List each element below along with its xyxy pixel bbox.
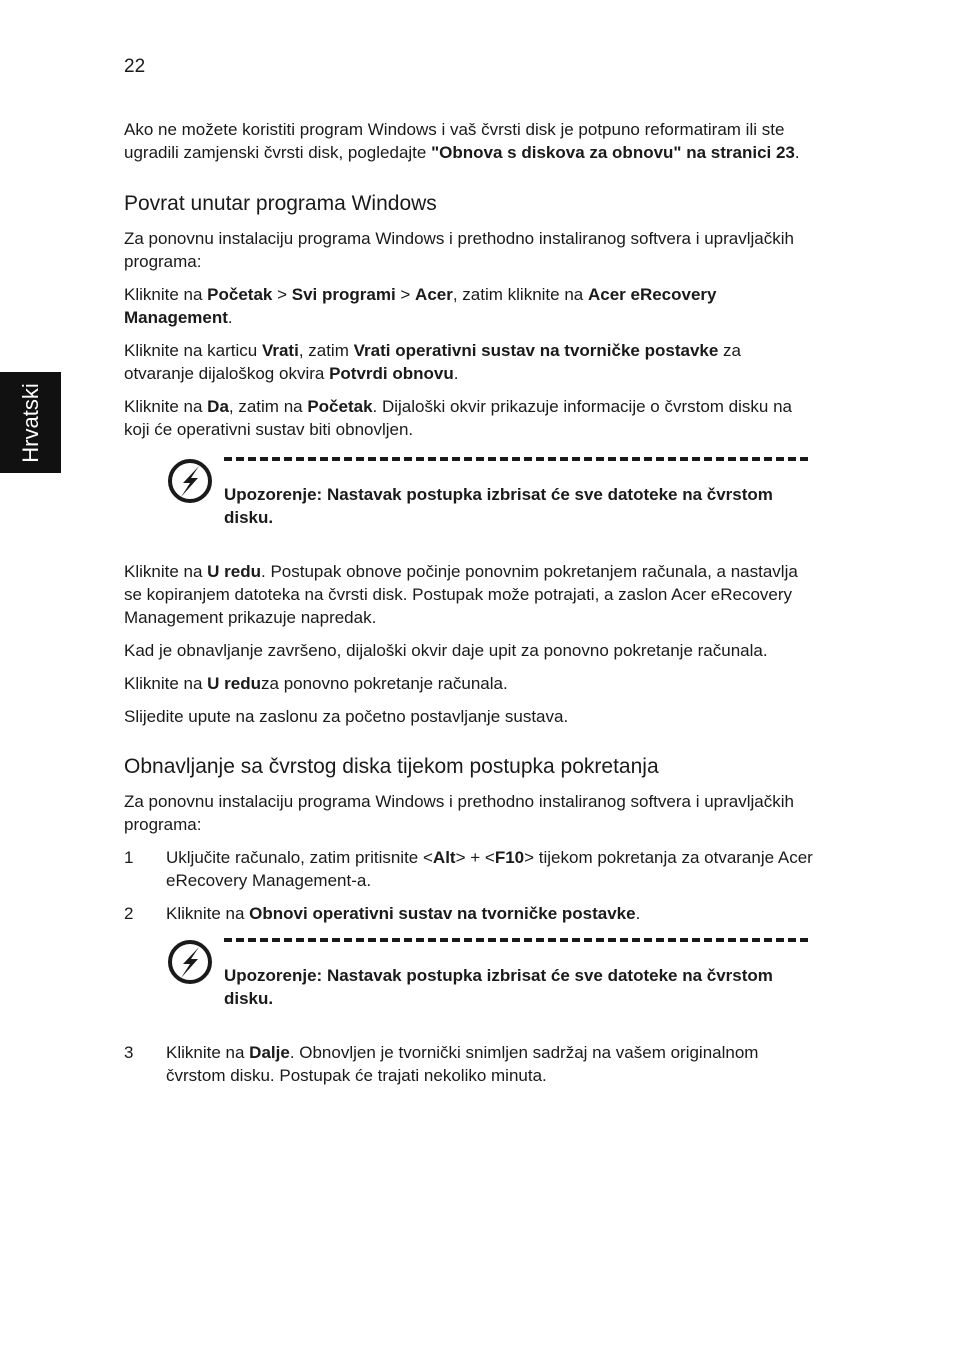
page-content xyxy=(124,118,814,1087)
list-item xyxy=(124,1041,814,1087)
bold-text: Obnovi operativni sustav na tvorničke postavke xyxy=(249,904,636,923)
text: Kliknite na xyxy=(124,397,208,416)
text: . xyxy=(227,308,233,327)
text: . xyxy=(635,904,641,923)
warning-box xyxy=(166,457,814,529)
text: Ako ne možete koristiti program Windows i vaš čvrsti disk je potpuno reformatiram ili ste ugradili zamjenski čvrsti disk, pogledajte xyxy=(124,120,785,162)
cross-reference: "Obnova s diskova za obnovu" na stranici 23 xyxy=(431,143,795,162)
text: Kliknite na xyxy=(124,285,208,304)
warning-box xyxy=(166,938,814,1010)
paragraph: Za ponovnu instalaciju programa Windows i prethodno instaliranog softvera i upravljačkih programa: xyxy=(124,229,794,271)
page-number: 22 xyxy=(124,56,146,77)
intro-paragraph xyxy=(124,118,814,164)
key-name: Alt xyxy=(432,848,456,867)
bold-text: Početak xyxy=(307,397,373,416)
bold-text: Da xyxy=(207,397,229,416)
step-number: 2 xyxy=(124,904,134,923)
bold-text: Dalje xyxy=(249,1043,290,1062)
text: za otvaranje dijaloškog okvira xyxy=(124,341,741,383)
step-number: 3 xyxy=(124,1043,134,1062)
bold-text: Acer eRecovery Management xyxy=(124,285,717,327)
list-item xyxy=(124,846,814,892)
bold-text: Vrati xyxy=(261,341,299,360)
text: , zatim na xyxy=(228,397,308,416)
text: . Dijaloški okvir prikazuje informacije o čvrstom disku na koji će operativni sustav biti obnovljen. xyxy=(124,397,793,439)
text: , zatim kliknite na xyxy=(452,285,588,304)
bold-text: U redu xyxy=(207,562,262,581)
text: , zatim xyxy=(298,341,354,360)
bold-text: Početak xyxy=(207,285,273,304)
text: . Postupak obnove počinje ponovnim pokretanjem računala, a nastavlja se kopiranjem datoteka na čvrsti disk. Postupak može potrajati, a zaslon Acer eRecovery Management prikazuje napredak. xyxy=(124,562,798,627)
text: . xyxy=(794,143,800,162)
paragraph xyxy=(124,672,814,695)
text: . xyxy=(453,364,459,383)
key-name: F10 xyxy=(494,848,525,867)
warning-text: Upozorenje: Nastavak postupka izbrisat će sve datoteke na čvrstom disku. xyxy=(224,485,773,527)
bold-text: Potvrdi obnovu xyxy=(329,364,454,383)
text: Kliknite na xyxy=(124,562,208,581)
warning-lightning-icon xyxy=(166,457,214,505)
bold-text: Acer xyxy=(415,285,453,304)
text: > + < xyxy=(455,848,495,867)
bold-text: Svi programi xyxy=(291,285,396,304)
paragraph xyxy=(124,283,814,329)
paragraph xyxy=(124,339,814,385)
section-heading: Obnavljanje sa čvrstog diska tijekom postupka pokretanja xyxy=(124,755,659,778)
bold-text: U redu xyxy=(207,674,262,693)
paragraph: Kad je obnavljanje završeno, dijaloški okvir daje upit za ponovno pokretanje računala. xyxy=(124,641,768,660)
text: za ponovno pokretanje računala. xyxy=(261,674,508,693)
text: > tijekom pokretanja za otvaranje Acer eRecovery Management-a. xyxy=(166,848,813,890)
text: Kliknite na xyxy=(166,1043,250,1062)
paragraph: Slijedite upute na zaslonu za početno postavljanje sustava. xyxy=(124,707,569,726)
side-tab-label: Hrvatski xyxy=(17,382,43,463)
text: > xyxy=(272,285,292,304)
text: Kliknite na xyxy=(166,904,250,923)
dashed-separator xyxy=(224,457,808,461)
paragraph: Za ponovnu instalaciju programa Windows i prethodno instaliranog softvera i upravljačkih programa: xyxy=(124,792,794,834)
step-number: 1 xyxy=(124,848,134,867)
text: > xyxy=(395,285,416,304)
text: Kliknite na karticu xyxy=(124,341,262,360)
warning-text: Upozorenje: Nastavak postupka izbrisat će sve datoteke na čvrstom disku. xyxy=(224,966,773,1008)
list-item xyxy=(124,902,814,925)
text: Kliknite na xyxy=(124,674,208,693)
paragraph xyxy=(124,395,814,441)
text: . Obnovljen je tvornički snimljen sadržaj na vašem originalnom čvrstom disku. Postupak će trajati nekoliko minuta. xyxy=(166,1043,759,1085)
section-heading: Povrat unutar programa Windows xyxy=(124,192,437,215)
language-side-tab xyxy=(0,372,61,473)
paragraph xyxy=(124,560,814,629)
warning-lightning-icon xyxy=(166,938,214,986)
bold-text: Vrati operativni sustav na tvorničke postavke xyxy=(353,341,719,360)
text: Uključite računalo, zatim pritisnite < xyxy=(166,848,433,867)
dashed-separator xyxy=(224,938,808,942)
